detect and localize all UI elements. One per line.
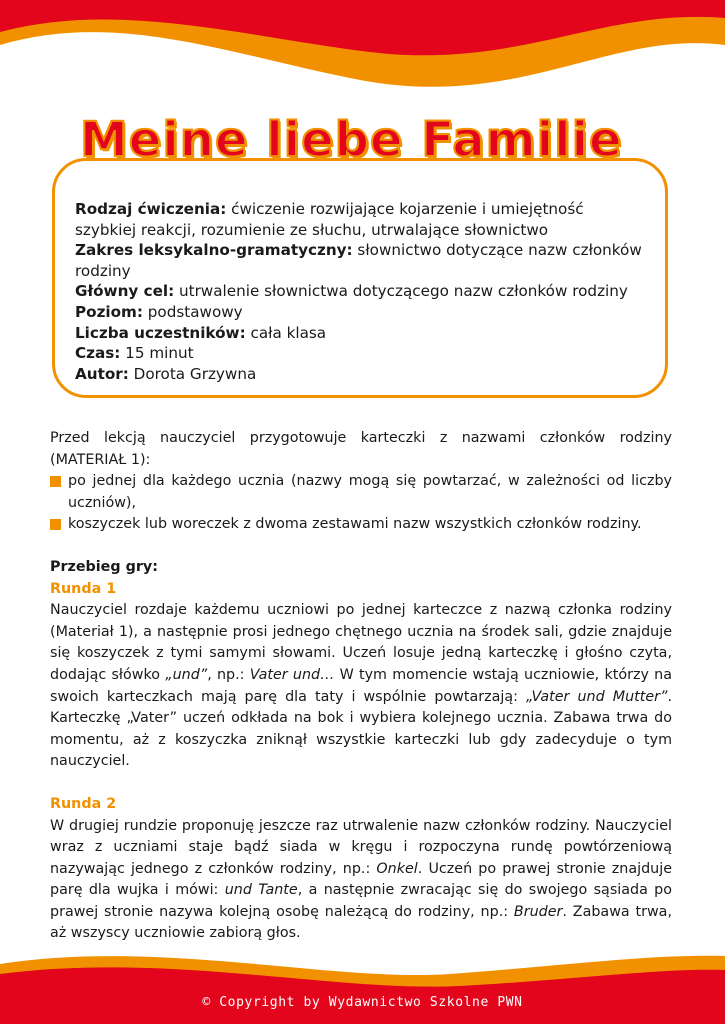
square-bullet-icon — [50, 519, 61, 530]
info-goal: Główny cel: utrwalenie słownictwa dotyczącego nazw członków rodziny — [75, 282, 628, 301]
round-2-heading: Runda 2 — [50, 795, 117, 812]
info-time: Czas: 15 minut — [75, 344, 194, 363]
square-bullet-icon — [50, 476, 61, 487]
round-1-heading: Runda 1 — [50, 580, 117, 597]
page-title: Meine liebe Familie — [80, 112, 623, 168]
info-author: Autor: Dorota Grzywna — [75, 364, 257, 383]
info-type: Rodzaj ćwiczenia: ćwiczenie rozwijające kojarzenie i umiejętność szybkiej reakcji, rozumienie ze słuchu, utrwalające słownictwo — [75, 200, 584, 239]
intro-text: Przed lekcją nauczyciel przygotowuje karteczki z nazwami członków rodziny (MATERIAŁ 1): — [50, 430, 672, 468]
info-level: Poziom: podstawowy — [75, 302, 243, 321]
main-content — [50, 428, 672, 945]
list-item: koszyczek lub woreczek z dwoma zestawami nazw wszystkich członków rodziny. — [50, 514, 672, 536]
info-scope: Zakres leksykalno-gramatyczny: słownictwo dotyczące nazw członków rodziny — [75, 241, 642, 280]
round-2-text: W drugiej rundzie proponuję jeszcze raz utrwalenie nazw członków rodziny. Nauczyciel wraz z uczniami staje bądź siada w kręgu i rozpoczyna rundę powtórzeniową nazywając jednego z członków rodziny, np.: Onkel. Uczeń po prawej stronie znajduje parę dla wujka i mówi: und Tante, a następnie zwracając się do swojego sąsiada po prawej stronie nazywa kolejną osobę należącą do rodziny, np.: Bruder. Zabawa trwa, aż wszyscy uczniowie zabiorą głos. — [50, 817, 673, 942]
top-wave-decoration — [0, 0, 725, 110]
round-1-text: Nauczyciel rozdaje każdemu uczniowi po jednej karteczce z nazwą członka rodziny (Materiał 1), a następnie prosi jednego chętnego ucznia na środek sali, gdzie znajduje się koszyczek z tymi samymi słowami. Uczeń losuje jedną karteczkę i głośno czyta, dodając słówko „und”, np.: Vater und… W tym momencie wstają uczniowie, którzy na swoich karteczkach mają parę dla taty i wspólnie powtarzają: „Vater und Mutter”. Karteczkę „Vater” uczeń odkłada na bok i wybiera kolejnego ucznia. Zabawa trwa do momentu, aż z koszyczka zniknął wszystkie karteczki lub gdy zadecyduje o tym nauczyciel. — [50, 602, 672, 770]
copyright-footer: © Copyright by Wydawnictwo Szkolne PWN — [202, 995, 523, 1010]
info-participants: Liczba uczestników: cała klasa — [75, 323, 327, 342]
bottom-wave-decoration — [0, 944, 725, 1024]
info-box — [52, 158, 668, 398]
game-heading: Przebieg gry: — [50, 558, 158, 575]
list-item: po jednej dla każdego ucznia (nazwy mogą się powtarzać, w zależności od liczby uczniów), — [50, 471, 672, 514]
